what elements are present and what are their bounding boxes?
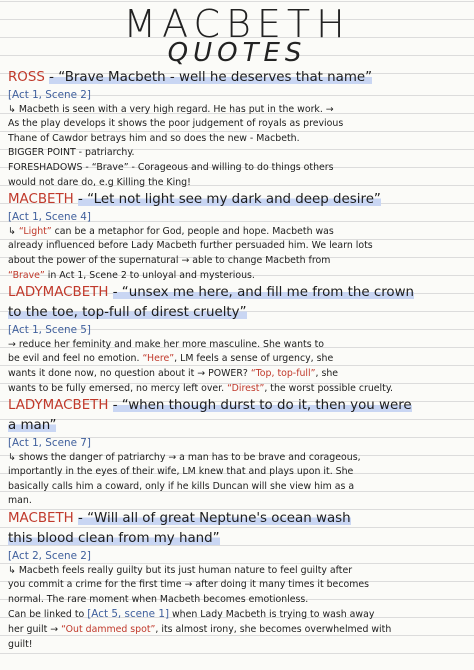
speaker-name: LADYMACBETH (8, 398, 109, 414)
note-line (8, 607, 470, 623)
note-line: about the power of the supernatural → able to change Macbeth from (8, 254, 331, 266)
note-line: already influenced before Lady Macbeth further persuaded him. We learn lots (8, 240, 373, 252)
act-scene-ref: [Act 2, Scene 2] (8, 550, 91, 563)
note-text: wants it done now, no question about it → POWER? (8, 367, 251, 379)
note-text: , she (315, 367, 339, 379)
quote-line (8, 68, 470, 88)
quote-line (8, 303, 470, 323)
quote-line (8, 190, 470, 210)
note-line (8, 382, 470, 397)
keyword-quote: “Out dammed spot” (61, 624, 156, 636)
note-line: BIGGER POINT - patriarchy. (8, 147, 135, 159)
note-line: guilt! (8, 638, 33, 650)
note-text: , LM feels a sense of urgency, she (174, 353, 334, 365)
speaker-name: MACBETH (8, 511, 74, 527)
note-text: be evil and feel no emotion. (8, 353, 143, 365)
note-line: Thane of Cawdor betrays him and so does the new - Macbeth. (8, 132, 300, 144)
quote-line (8, 396, 470, 416)
note-text: wants to be fully emersed, no mercy left over. (8, 382, 228, 394)
note-text: can be a metaphor for God, people and hope. Macbeth was (51, 225, 334, 237)
note-text: Can be linked to (8, 609, 88, 621)
keyword-quote: “Here” (142, 353, 175, 365)
note-line (8, 623, 470, 638)
note-line: basically calls him a coward, only if he kills Duncan will she view him as a (8, 480, 355, 492)
speaker-name: MACBETH (8, 192, 74, 208)
speaker-name: LADYMACBETH (8, 285, 109, 301)
note-line: ↳ Macbeth feels really guilty but its just human nature to feel guilty after (8, 564, 353, 576)
note-line: FORESHADOWS - “Brave” - Corageous and willing to do things others (8, 161, 334, 173)
note-text: , its almost irony, she becomes overwhelmed with (155, 624, 392, 636)
note-line: As the play develops it shows the poor judgement of royals as previous (8, 118, 344, 130)
note-line (8, 225, 470, 240)
quote-line (8, 283, 470, 303)
act-scene-ref: [Act 1, Scene 7] (8, 437, 91, 450)
note-line: you commit a crime for the first time → after doing it many times it becomes (8, 579, 370, 591)
note-line (8, 352, 470, 367)
quote-text: - “when though durst to do it, then you were (112, 398, 412, 414)
note-text: ↳ (8, 225, 19, 237)
quote-text: - “unsex me here, and fill me from the crown (112, 285, 415, 301)
keyword-quote: “Direst” (227, 382, 265, 394)
keyword-quote: “Light” (18, 225, 52, 237)
note-text: in Act 1, Scene 2 to unloyal and mysterious. (44, 269, 255, 281)
note-line: ↳ shows the danger of patriarchy → a man has to be brave and corageous, (8, 451, 361, 463)
act-scene-ref: [Act 1, Scene 2] (8, 89, 91, 101)
quote-line (8, 509, 470, 529)
act-scene-ref: [Act 1, Scene 4] (8, 211, 91, 224)
page-subtitle: QUOTES (167, 38, 307, 68)
note-line: importantly in the eyes of their wife, LM knew that and plays upon it. She (8, 466, 354, 478)
quote-text: this blood clean from my hand” (8, 531, 220, 547)
act-scene-ref: [Act 5, scene 1] (87, 608, 169, 621)
note-line: ↳ Macbeth is seen with a very high regard. He has put in the work. → (8, 103, 334, 115)
act-scene-ref: [Act 1, Scene 5] (8, 324, 91, 337)
quote-text: to the toe, top-full of direst cruelty” (8, 305, 247, 321)
quote-text: a man” (8, 418, 57, 434)
keyword-quote: “Brave” (8, 269, 45, 281)
note-line (8, 269, 470, 284)
note-line: man. (8, 495, 32, 507)
quote-text: - “Brave Macbeth - well he deserves that name” (49, 70, 373, 85)
quote-text: - “Will all of great Neptune's ocean wash (78, 511, 351, 527)
note-line: normal. The rare moment when Macbeth becomes emotionless. (8, 593, 309, 605)
speaker-name: ROSS (8, 70, 45, 85)
page-title: MACBETH (123, 2, 351, 46)
note-line: → reduce her feminity and make her more masculine. She wants to (8, 338, 324, 350)
notes-content (8, 68, 470, 652)
note-text: , the worst possible cruelty. (264, 382, 394, 394)
keyword-quote: “Top, top-full” (250, 367, 316, 379)
note-text: when Lady Macbeth is trying to wash away (169, 609, 375, 621)
note-line: would not dare do, e.g Killing the King! (8, 176, 191, 188)
title-block (0, 0, 474, 78)
note-text: her guilt → (8, 624, 62, 636)
quote-line (8, 529, 470, 549)
quote-text: - “Let not light see my dark and deep desire” (78, 192, 381, 208)
quote-line (8, 416, 470, 436)
note-line (8, 367, 470, 382)
